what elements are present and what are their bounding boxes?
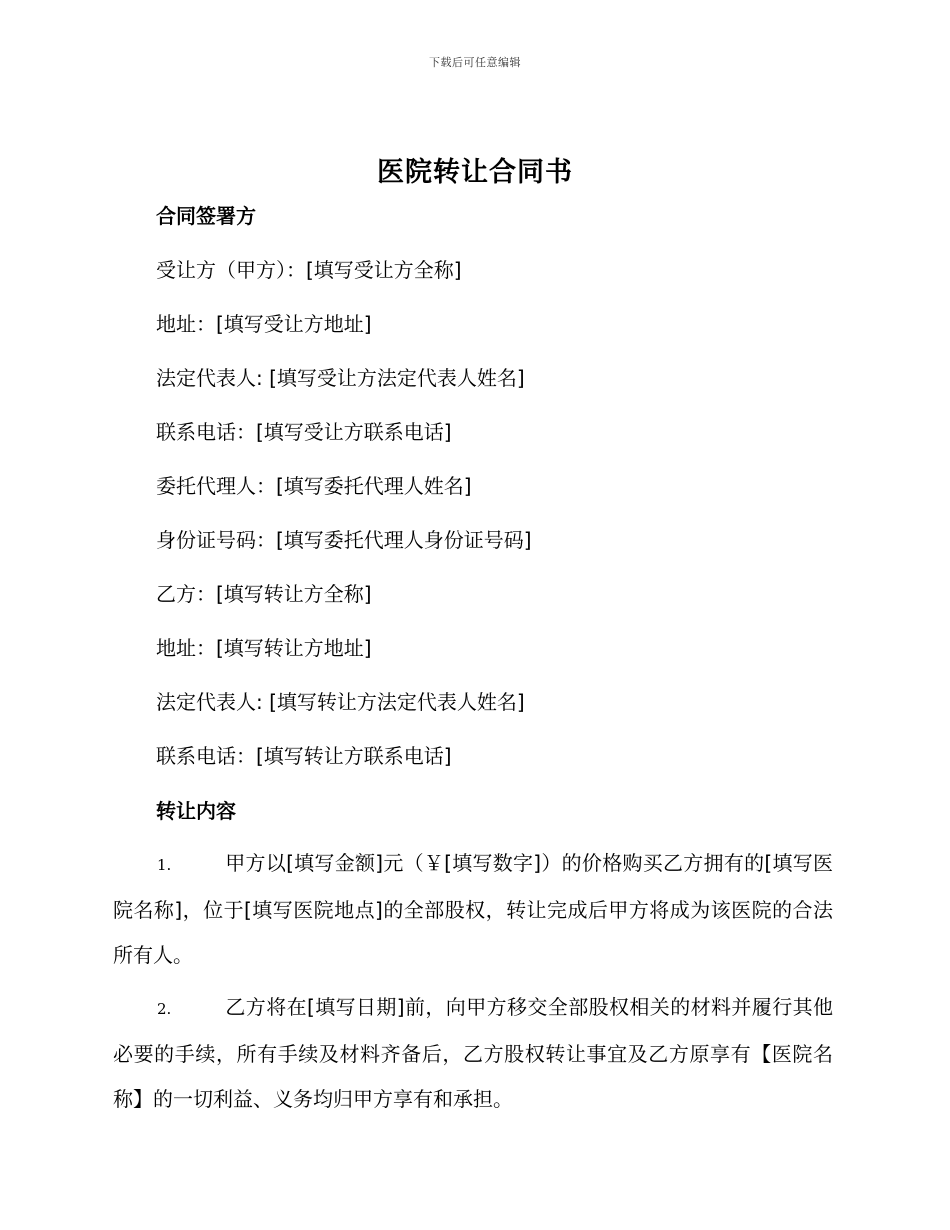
agent-id-number-line: 身份证号码：[填写委托代理人身份证号码]: [156, 528, 532, 552]
clause-1-text: 甲方以[填写金额]元（￥[填写数字]）的价格购买乙方拥有的[填写医院名称]，位于[填写医院地点]的全部股权，转让完成后甲方将成为该医院的合法所有人。: [113, 851, 833, 967]
transferor-legal-rep-line: 法定代表人: [填写转让方法定代表人姓名]: [156, 690, 525, 714]
agent-name-line: 委托代理人：[填写委托代理人姓名]: [156, 474, 472, 498]
transferee-legal-rep-line: 法定代表人: [填写受让方法定代表人姓名]: [156, 366, 525, 390]
transferee-address-line: 地址：[填写受让方地址]: [156, 312, 372, 336]
document-title: 医院转让合同书: [377, 157, 573, 188]
header-note: 下载后可任意编辑: [429, 56, 521, 69]
clause-2-text: 乙方将在[填写日期]前，向甲方移交全部股权相关的材料并履行其他必要的手续，所有手续及材料齐备后，乙方股权转让事宜及乙方原享有【医院名称】的一切利益、义务均归甲方享有和承担。: [113, 995, 833, 1111]
clause-1-number: 1.: [157, 856, 172, 874]
transfer-content-heading: 转让内容: [156, 799, 236, 823]
clause-2-number: 2.: [157, 1000, 172, 1018]
transferor-name-line: 乙方：[填写转让方全称]: [156, 582, 372, 606]
signing-parties-heading: 合同签署方: [156, 204, 256, 228]
transferor-address-line: 地址：[填写转让方地址]: [156, 636, 372, 660]
clause-2: [113, 985, 833, 1122]
clause-1: [113, 841, 833, 978]
transferee-phone-line: 联系电话：[填写受让方联系电话]: [156, 420, 452, 444]
transferee-name-line: 受让方（甲方）：[填写受让方全称]: [156, 258, 462, 282]
transferor-phone-line: 联系电话：[填写转让方联系电话]: [156, 744, 452, 768]
